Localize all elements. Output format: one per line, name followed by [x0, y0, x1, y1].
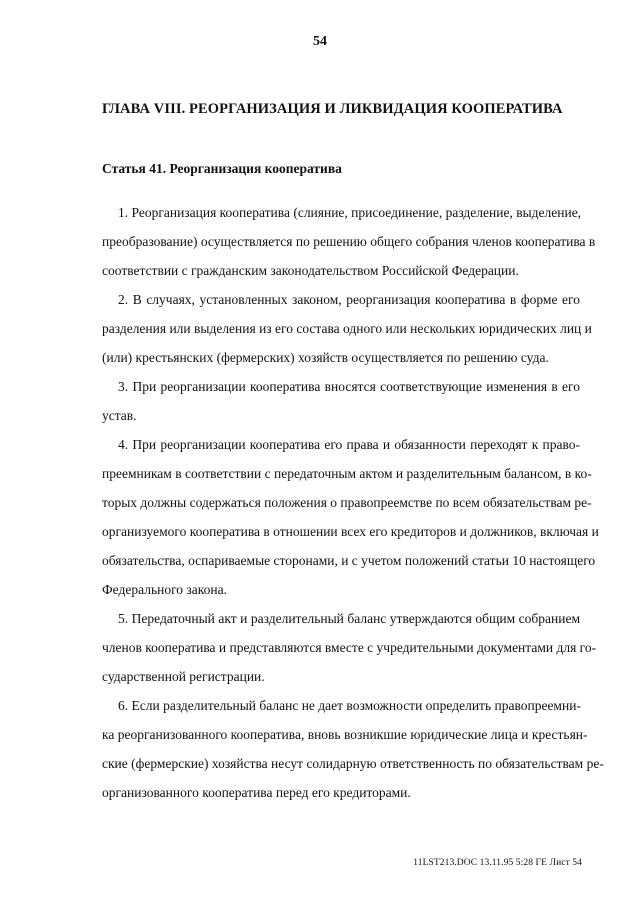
paragraph-line: преемникам в соответствии с передаточным актом и разделительным балансом, в ко- — [102, 466, 592, 481]
paragraph-line: ские (фермерские) хозяйства несут солидарную ответственность по обязательствам ре- — [102, 756, 604, 771]
paragraph-line: (или) крестьянских (фермерских) хозяйств осуществляется по решению суда. — [102, 350, 549, 365]
paragraph-line: 6. Если разделительный баланс не дает возможности определить правопреемни- — [118, 698, 581, 713]
paragraph-line: преобразование) осуществляется по решению общего собрания членов кооператива в — [102, 234, 596, 249]
paragraph-6 — [102, 691, 604, 807]
paragraph-line: ка реорганизованного кооператива, вновь возникшие юридические лица и крестьян- — [102, 727, 588, 742]
page-number: 54 — [313, 34, 327, 49]
paragraph-line: торых должны содержаться положения о правопреемстве по всем обязательствам ре- — [102, 495, 592, 510]
paragraph-line: 4. При реорганизации кооператива его права и обязанности переходят к право- — [118, 437, 580, 452]
paragraph-line: 3. При реорганизации кооператива вносятся соответствующие изменения в его — [118, 379, 580, 394]
paragraph-4 — [102, 430, 599, 604]
chapter-title: ГЛАВА VIII. РЕОРГАНИЗАЦИЯ И ЛИКВИДАЦИЯ КООПЕРАТИВА — [102, 101, 563, 117]
paragraph-line: 1. Реорганизация кооператива (слияние, присоединение, разделение, выделение, — [118, 205, 582, 220]
paragraph-line: членов кооператива и представляются вместе с учредительными документами для го- — [102, 640, 597, 655]
document-footer: 11LST213.DOC 13.11.95 5:28 ГЕ Лист 54 — [413, 858, 582, 868]
paragraph-line: устав. — [102, 408, 137, 423]
article-body — [102, 198, 604, 807]
paragraph-line: 5. Передаточный акт и разделительный баланс утверждаются общим собранием — [118, 611, 580, 626]
article-title: Статья 41. Реорганизация кооператива — [102, 161, 342, 176]
paragraph-line: разделения или выделения из его состава одного или нескольких юридических лиц и — [102, 321, 592, 336]
paragraph-3 — [102, 372, 580, 430]
paragraph-2 — [102, 285, 592, 372]
paragraph-line: соответствии с гражданским законодательством Российской Федерации. — [102, 263, 519, 278]
paragraph-line: сударственной регистрации. — [102, 669, 265, 684]
paragraph-line: организованного кооператива перед его кредиторами. — [102, 785, 411, 800]
paragraph-line: 2. В случаях, установленных законом, реорганизация кооператива в форме его — [118, 292, 580, 307]
paragraph-line: организуемого кооператива в отношении всех его кредиторов и должников, включая и — [102, 524, 599, 539]
paragraph-5 — [102, 604, 597, 691]
paragraph-1 — [102, 198, 596, 285]
paragraph-line: Федерального закона. — [102, 582, 227, 597]
paragraph-line: обязательства, оспариваемые сторонами, и с учетом положений статьи 10 настоящего — [102, 553, 596, 568]
